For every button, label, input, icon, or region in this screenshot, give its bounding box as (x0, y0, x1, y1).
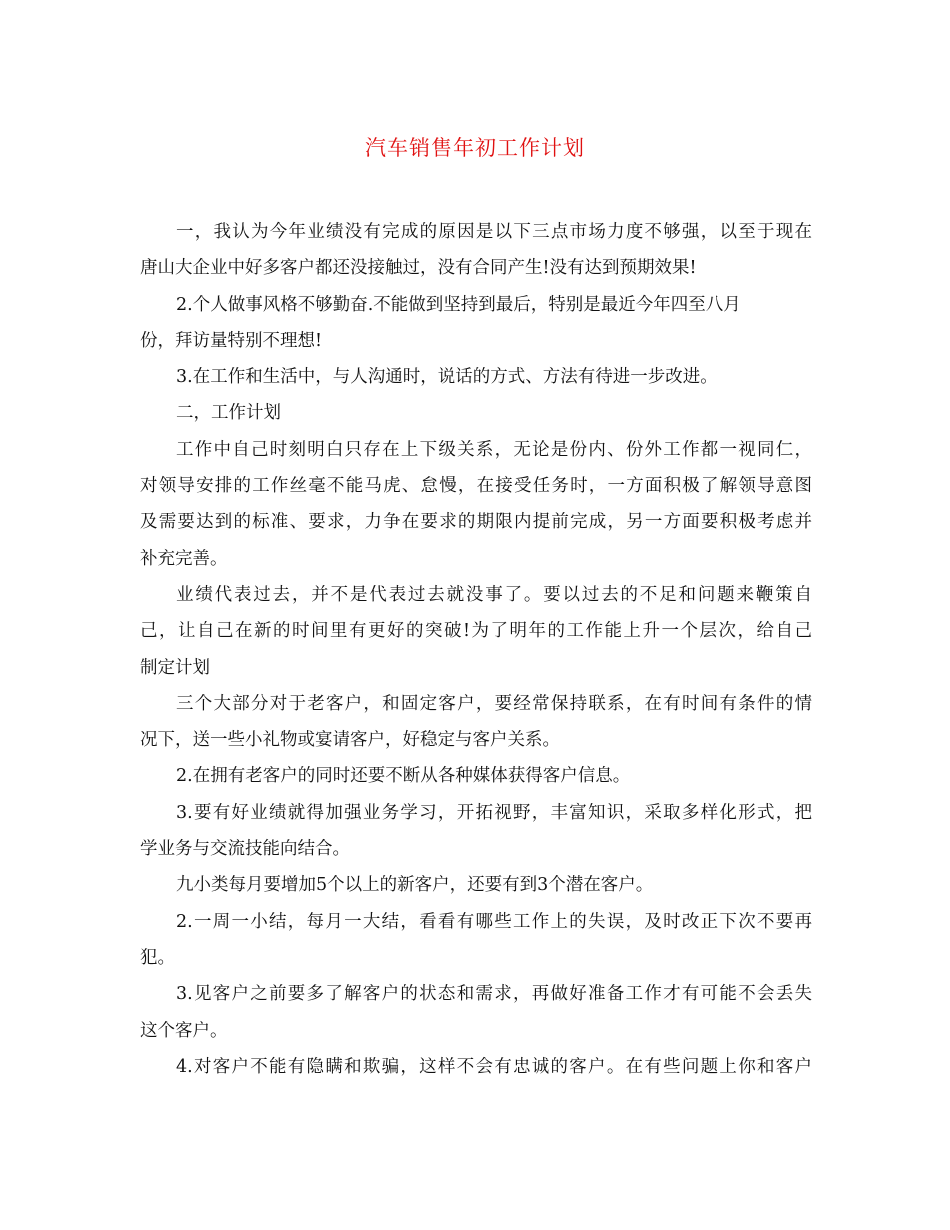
body-line: 三个大部分对于老客户，和固定客户，要经常保持联系，在有时间有条件的情 (176, 693, 812, 714)
body-line: 4.对客户不能有隐瞒和欺骗，这样不会有忠诚的客户。在有些问题上你和客户 (176, 1056, 812, 1077)
body-line: 3.在工作和生活中，与人沟通时，说话的方式、方法有待进一步改进。 (176, 367, 718, 388)
body-line: 2.一周一小结，每月一大结，看看有哪些工作上的失误，及时改正下次不要再 (176, 911, 812, 932)
body-line: 这个客户。 (140, 1020, 228, 1041)
body-line: 补充完善。 (140, 548, 228, 569)
body-line: 3.见客户之前要多了解客户的状态和需求，再做好准备工作才有可能不会丢失 (176, 984, 812, 1005)
body-line: 唐山大企业中好多客户都还没接触过，没有合同产生!没有达到预期效果! (140, 258, 697, 279)
document-body (140, 214, 812, 1085)
body-line: 己，让自己在新的时间里有更好的突破!为了明年的工作能上升一个层次，给自己 (140, 621, 812, 642)
body-line: 3.要有好业绩就得加强业务学习，开拓视野，丰富知识，采取多样化形式，把 (176, 802, 812, 823)
body-line: 业绩代表过去，并不是代表过去就没事了。要以过去的不足和问题来鞭策自 (176, 584, 812, 605)
body-line: 况下，送一些小礼物或宴请客户，好稳定与客户关系。 (140, 730, 560, 751)
body-line: 及需要达到的标准、要求，力争在要求的期限内提前完成，另一方面要积极考虑并 (140, 512, 812, 533)
document-title: 汽车销售年初工作计划 (365, 136, 585, 160)
body-line: 犯。 (140, 947, 175, 968)
body-line: 制定计划 (140, 657, 210, 678)
body-line: 2.在拥有老客户的同时还要不断从各种媒体获得客户信息。 (176, 766, 631, 787)
body-line: 一，我认为今年业绩没有完成的原因是以下三点市场力度不够强，以至于现在 (176, 222, 812, 242)
body-line: 2.个人做事风格不够勤奋.不能做到坚持到最后，特别是最近今年四至八月 (176, 294, 741, 315)
body-line: 对领导安排的工作丝毫不能马虎、怠慢，在接受任务时，一方面积极了解领导意图 (140, 476, 812, 497)
body-line: 份，拜访量特别不理想! (140, 330, 323, 351)
body-line: 学业务与交流技能向结合。 (140, 839, 350, 860)
body-line: 九小类每月要增加5个以上的新客户，还要有到3个潜在客户。 (176, 875, 654, 896)
body-line: 二，工作计划 (176, 403, 281, 424)
body-line: 工作中自己时刻明白只存在上下级关系，无论是份内、份外工作都一视同仁， (176, 439, 812, 460)
